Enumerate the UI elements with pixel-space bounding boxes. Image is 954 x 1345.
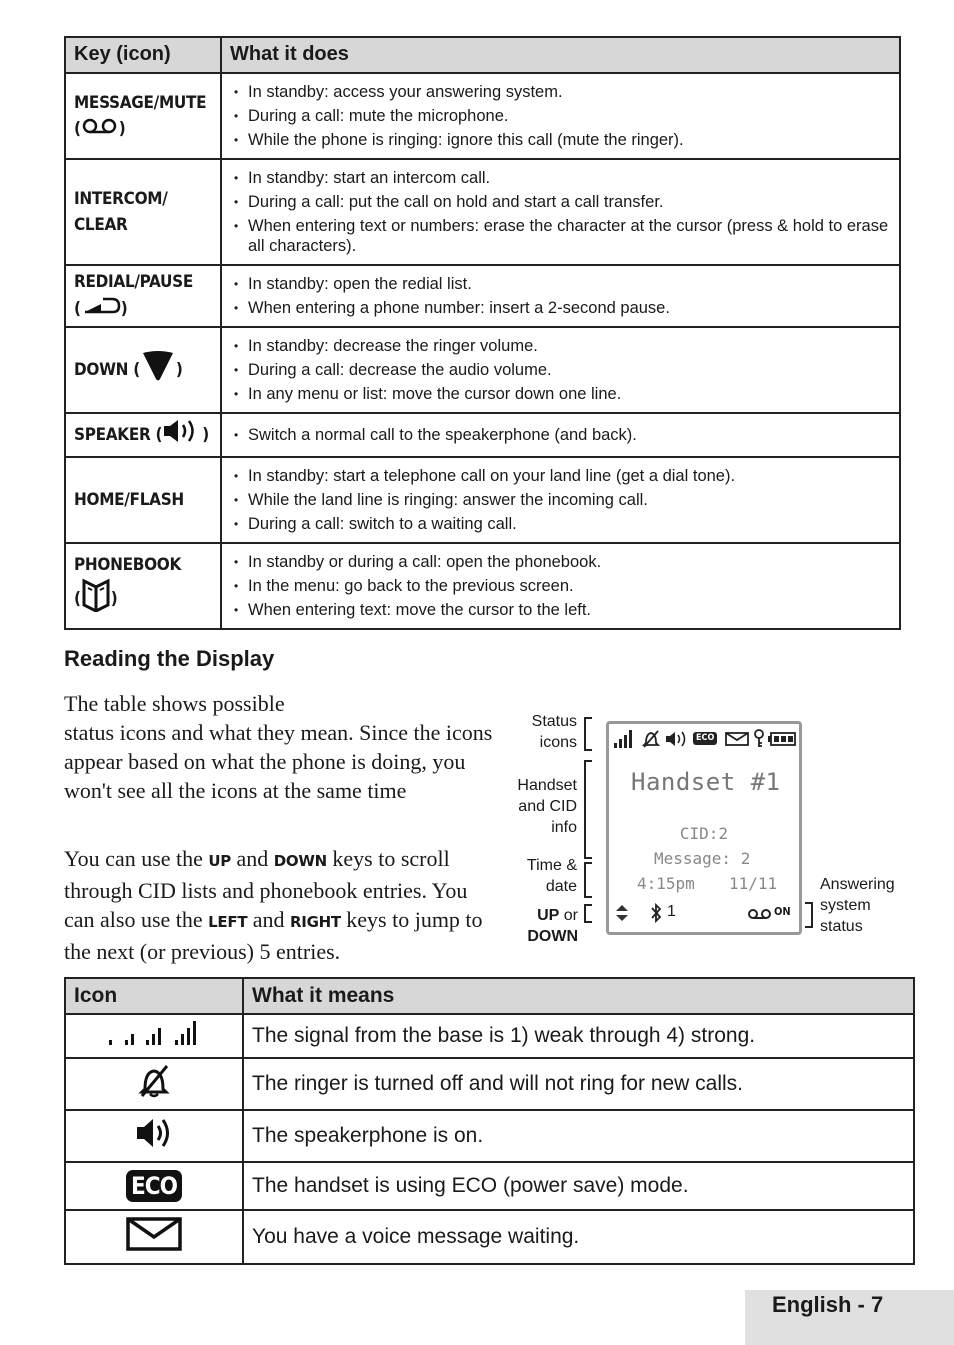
ringer-off-icon [641, 729, 661, 754]
meaning-text: The handset is using ECO (power save) mode. [243, 1162, 914, 1210]
list-item: • When entering text or numbers: erase the character at the cursor (press & hold to erase all characters). [232, 216, 889, 256]
list-item: • During a call: put the call on hold and start a call transfer. [232, 192, 889, 212]
desc-cell [221, 159, 900, 265]
label-line: Status [531, 713, 577, 730]
message-text: Message: 2 [654, 849, 751, 868]
eco-badge: ECO [693, 732, 717, 745]
label-line: Handset [517, 777, 577, 794]
key-cell [65, 457, 221, 543]
date-text: 11/11 [729, 874, 778, 893]
key-lock-icon [752, 729, 766, 754]
list-item: • Switch a normal call to the speakerphone (and back). [232, 425, 889, 445]
handset-display [606, 721, 802, 935]
table-row [65, 1110, 914, 1162]
label-time-date [500, 855, 577, 897]
bracket-status [584, 717, 592, 751]
up-down-arrows-icon [615, 904, 629, 927]
key-cell: PHONEBOOK ( ) [65, 543, 221, 629]
key-cell [65, 159, 221, 265]
table-row [65, 457, 900, 543]
redial-icon [81, 295, 121, 323]
label-status-icons [500, 711, 577, 753]
phonebook-icon [81, 578, 111, 620]
list-item: • In standby or during a call: open the phonebook. [232, 552, 889, 572]
down-triangle-icon [140, 350, 176, 390]
key-down: DOWN [273, 852, 327, 870]
icon-cell [65, 1210, 243, 1264]
list-item: • In the menu: go back to the previous screen. [232, 576, 889, 596]
label-line: icons [539, 734, 577, 751]
handset-title: Handset #1 [631, 768, 781, 796]
table-row [65, 1210, 914, 1264]
meaning-text: The speakerphone is on. [243, 1110, 914, 1162]
key-up: UP [208, 852, 231, 870]
list-item: • In standby: open the redial list. [232, 274, 889, 294]
list-item: • In standby: start an intercom call. [232, 168, 889, 188]
list-item: • In standby: decrease the ringer volume. [232, 336, 889, 356]
label-line: status [820, 918, 863, 935]
ringer-off-icon [136, 1063, 172, 1105]
page-footer [745, 1290, 954, 1345]
status-bar [613, 729, 795, 749]
list-item: • In standby: start a telephone call on your land line (get a dial tone). [232, 466, 889, 486]
bracket-time [584, 862, 592, 898]
time-text: 4:15pm [637, 874, 695, 893]
list-item: • During a call: decrease the audio volume. [232, 360, 889, 380]
signal-strength-icon [106, 1019, 202, 1053]
battery-icon [768, 732, 796, 751]
header-icon: Icon [65, 978, 243, 1014]
key-name: PHONEBOOK [74, 555, 182, 575]
bluetooth-icon [649, 902, 663, 929]
speaker-icon [134, 1115, 174, 1157]
header-key: Key (icon) [65, 37, 221, 73]
table-row [65, 327, 900, 413]
table-row [65, 1058, 914, 1110]
table-row [65, 413, 900, 457]
icon-cell [65, 1014, 243, 1058]
text-run: keys to scroll through CID lists and phonebook entries. You can also use the [64, 846, 468, 932]
cid-text: CID:2 [679, 824, 729, 843]
meaning-text: You have a voice message waiting. [243, 1210, 914, 1264]
bluetooth-number: 1 [667, 903, 676, 920]
icon-cell [65, 1110, 243, 1162]
table-row [65, 265, 900, 327]
key-cell: MESSAGE/MUTE ( ) [65, 73, 221, 159]
header-meaning: What it means [243, 978, 914, 1014]
envelope-icon [725, 731, 749, 752]
key-name: DOWN [74, 360, 129, 380]
table-row [65, 159, 900, 265]
icon-meaning-table [64, 977, 915, 1265]
meaning-table-header [65, 978, 914, 1014]
desc-cell [221, 327, 900, 413]
text-run: keys to jump to the next (or previous) 5 entries. [64, 907, 483, 964]
table-row [65, 1162, 914, 1210]
label-answering [820, 874, 895, 937]
label-line: info [551, 819, 577, 836]
eco-icon: ECO [126, 1170, 182, 1202]
key-table-header [65, 37, 900, 73]
signal-strength-icon [613, 729, 635, 754]
answering-on-text: ON [774, 905, 791, 918]
key-table [64, 36, 901, 630]
desc-cell [221, 457, 900, 543]
section-title: Reading the Display [64, 646, 275, 671]
list-item: • When entering text: move the cursor to the left. [232, 600, 889, 620]
paragraph-navigation [64, 844, 496, 966]
table-row [65, 1014, 914, 1058]
icon-cell [65, 1162, 243, 1210]
icon-cell [65, 1058, 243, 1110]
list-item: • While the phone is ringing: ignore this call (mute the ringer). [232, 130, 889, 150]
bracket-updown [584, 904, 592, 923]
desc-cell [221, 265, 900, 327]
label-line: system [820, 897, 871, 914]
list-item: • While the land line is ringing: answer the incoming call. [232, 490, 889, 510]
key-name: SPEAKER [74, 425, 151, 445]
label-up-down [500, 905, 578, 947]
meaning-text: The ringer is turned off and will not ring for new calls. [243, 1058, 914, 1110]
key-name: MESSAGE/MUTE [74, 93, 207, 113]
list-item: • During a call: switch to a waiting call. [232, 514, 889, 534]
key-right: RIGHT [290, 913, 341, 931]
page-number: English - 7 [772, 1292, 884, 1317]
intro-line-1: The table shows possible [64, 691, 285, 716]
header-what: What it does [221, 37, 900, 73]
text-run: and [247, 907, 291, 932]
label-line: date [545, 878, 577, 895]
key-cell: REDIAL/PAUSE ( ) [65, 265, 221, 327]
key-cell: DOWN ( ) [65, 327, 221, 413]
key-name: REDIAL/PAUSE [74, 272, 194, 292]
paragraph-intro [64, 689, 496, 805]
table-row [65, 73, 900, 159]
key-cell: SPEAKER ( ) [65, 413, 221, 457]
meaning-text: The signal from the base is 1) weak through 4) strong. [243, 1014, 914, 1058]
label-or: or [563, 907, 578, 924]
list-item: • When entering a phone number: insert a 2-second pause. [232, 298, 889, 318]
label-line: and CID [518, 798, 577, 815]
intro-rest: status icons and what they mean. Since the icons appear based on what the phone is doing, you won't see all the icons at the same time [64, 720, 493, 803]
bracket-handset [584, 760, 592, 859]
text-run: and [231, 846, 274, 871]
speaker-icon [162, 417, 202, 453]
envelope-icon [126, 1216, 182, 1258]
key-left: LEFT [208, 913, 248, 931]
text-run: You can use the [64, 846, 209, 871]
desc-cell [221, 543, 900, 629]
desc-cell [221, 73, 900, 159]
label-line: Answering [820, 876, 895, 893]
voicemail-icon [81, 116, 119, 142]
bracket-answering [805, 902, 813, 928]
key-name: INTERCOM/ CLEAR [74, 189, 168, 235]
list-item: • During a call: mute the microphone. [232, 106, 889, 126]
speaker-icon [665, 729, 689, 754]
voicemail-icon [747, 907, 773, 925]
desc-cell [221, 413, 900, 457]
label-up: UP [537, 907, 560, 924]
label-line: Time & [526, 857, 577, 874]
label-down: DOWN [527, 928, 578, 945]
table-row [65, 543, 900, 629]
key-name: HOME/FLASH [74, 490, 184, 510]
list-item: • In standby: access your answering system. [232, 82, 889, 102]
label-handset-cid [490, 775, 577, 838]
list-item: • In any menu or list: move the cursor down one line. [232, 384, 889, 404]
